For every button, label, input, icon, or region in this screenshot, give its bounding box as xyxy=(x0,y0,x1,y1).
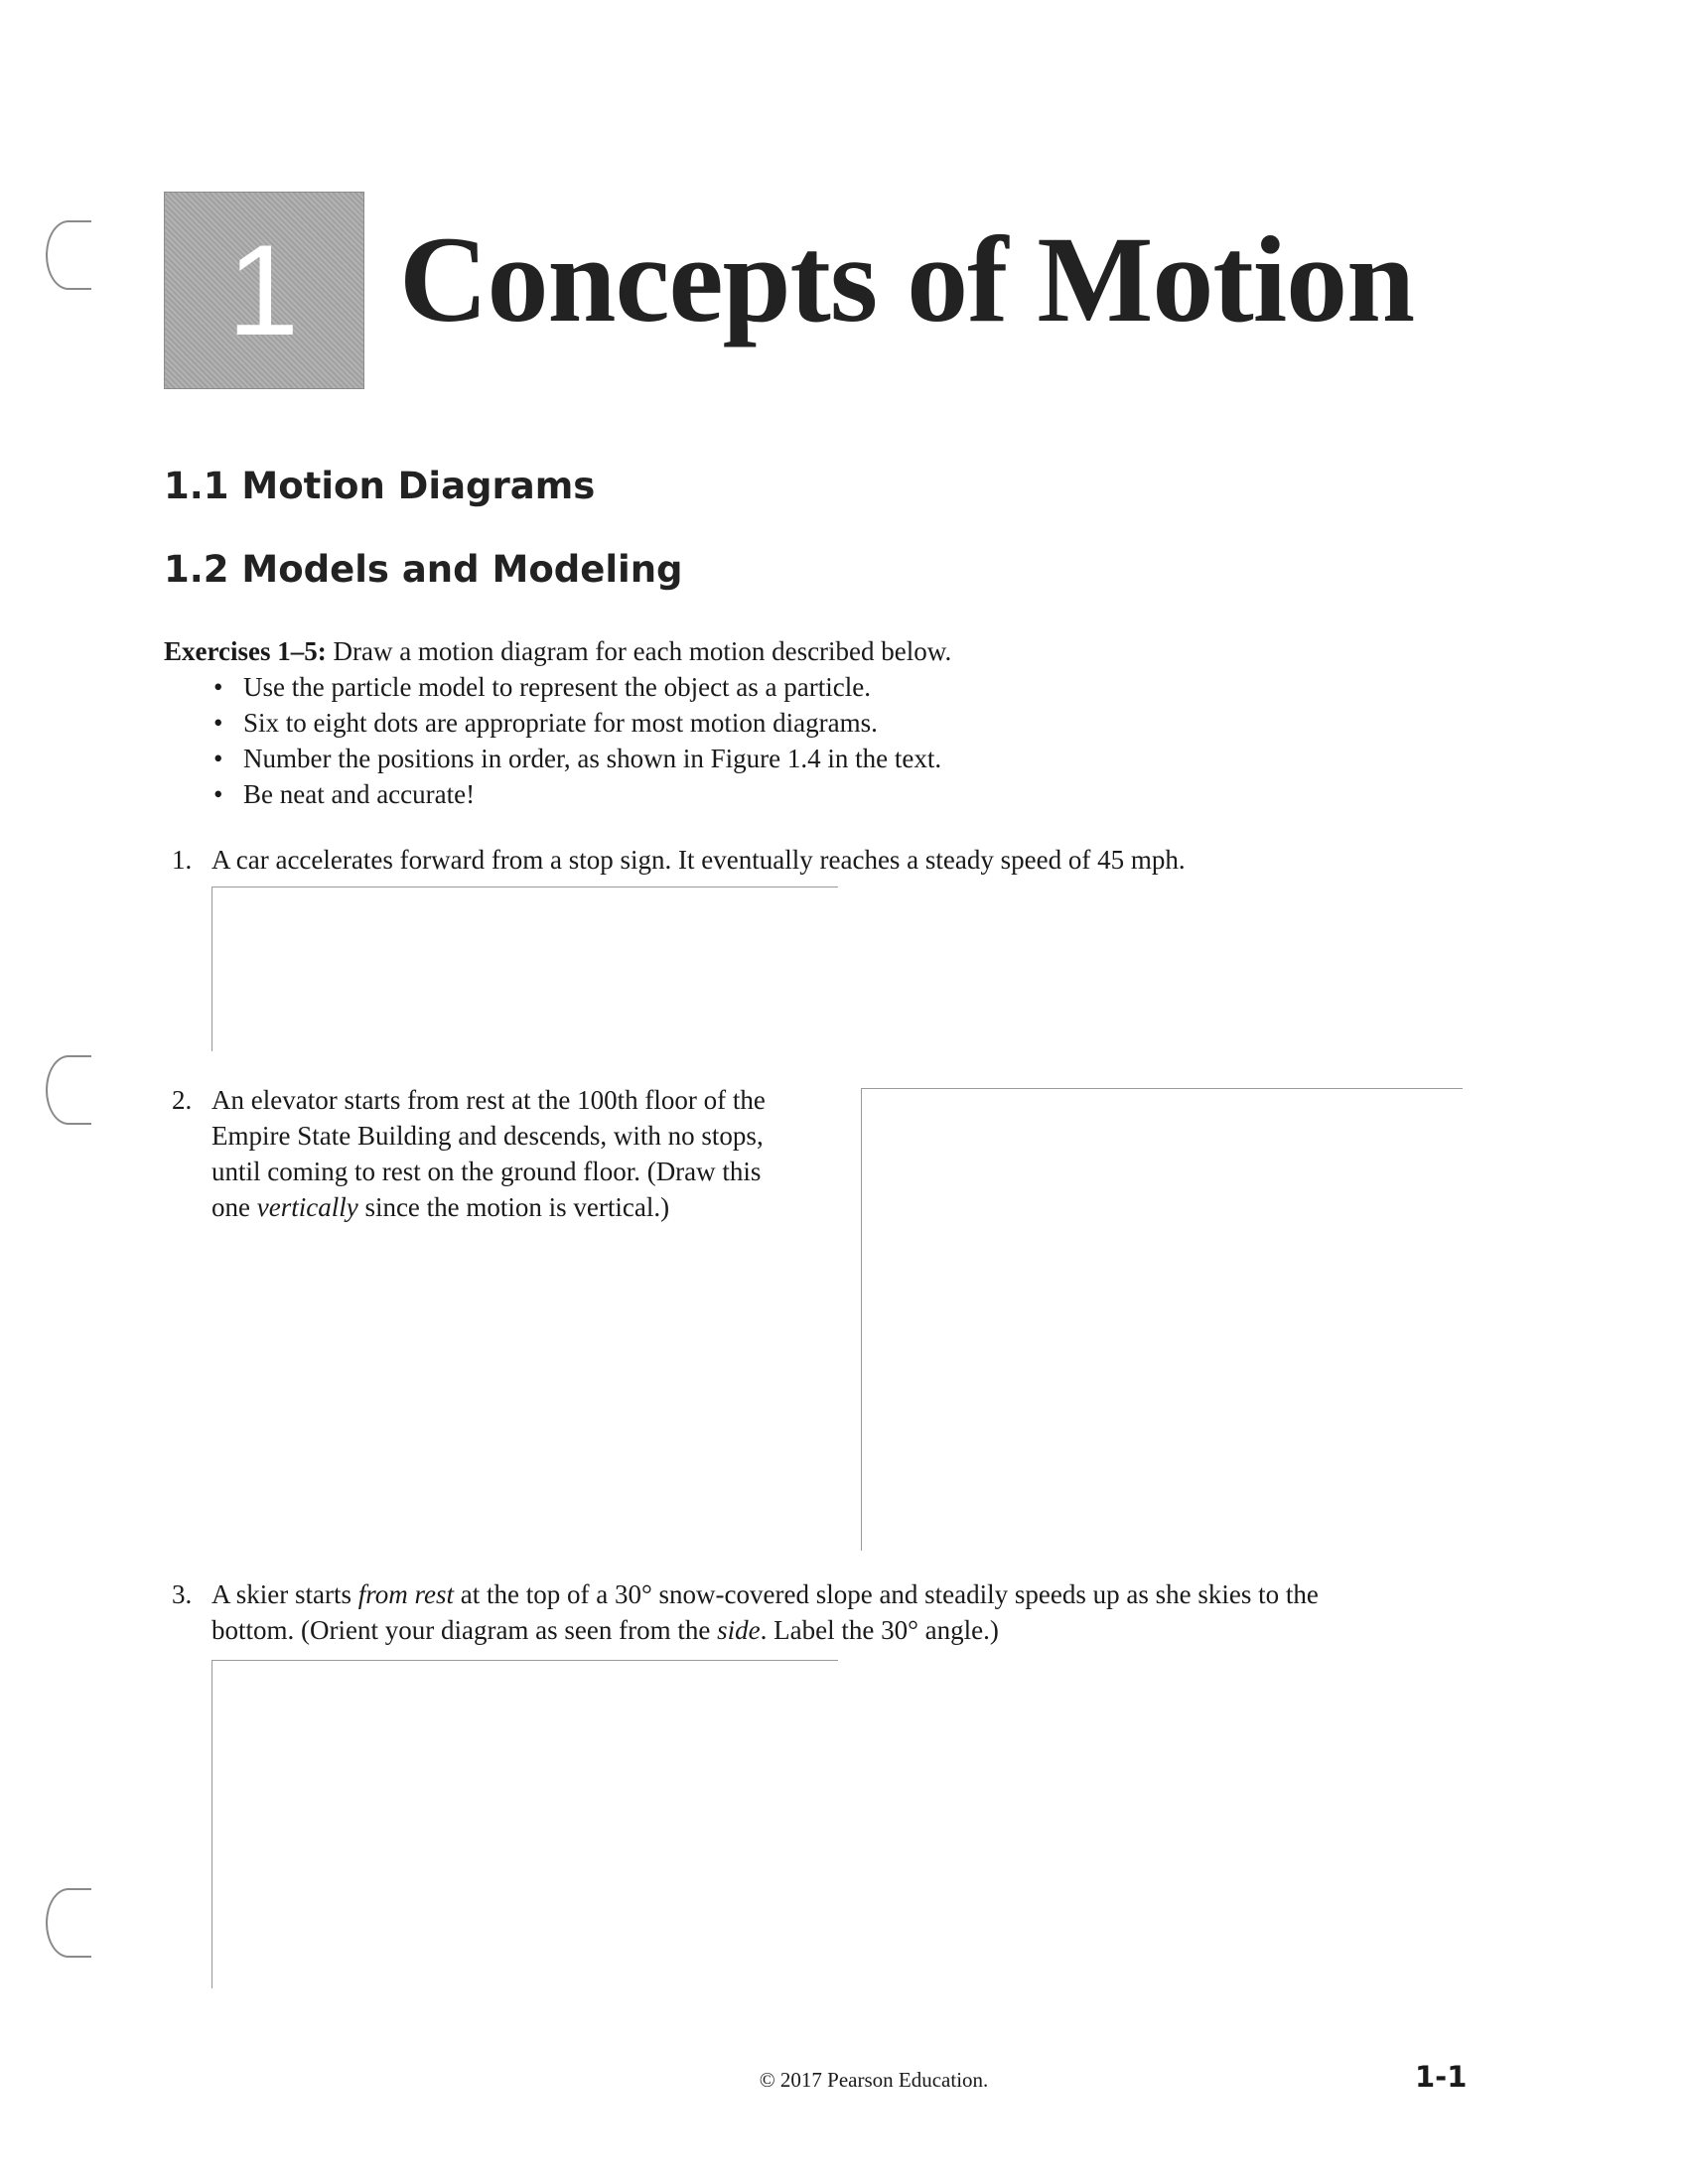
chapter-title: Concepts of Motion xyxy=(399,211,1415,347)
question-3-line: bottom. (Orient your diagram as seen from the side. Label the 30° angle.) xyxy=(211,1615,999,1645)
question-1-text: A car accelerates forward from a stop sign. It eventually reaches a steady speed of 45 mph. xyxy=(211,845,1186,875)
bullet-item: • Six to eight dots are appropriate for most motion diagrams. xyxy=(213,705,941,741)
question-2-line: Empire State Building and descends, with no stops, xyxy=(211,1121,764,1151)
copyright-notice: © 2017 Pearson Education. xyxy=(759,2068,989,2092)
emphasis-vertically: vertically xyxy=(256,1192,358,1222)
question-3-line: A skier starts from rest at the top of a 30° snow-covered slope and steadily speeds up as she skies to the xyxy=(211,1579,1319,1609)
question-3-number: 3. xyxy=(172,1579,193,1609)
exercise-range: Exercises 1–5: xyxy=(164,636,327,666)
bullet-item: • Be neat and accurate! xyxy=(213,776,941,812)
emphasis-from-rest: from rest xyxy=(357,1579,455,1609)
bullet-item: • Use the particle model to represent the object as a particle. xyxy=(213,669,941,705)
binder-hole-top xyxy=(46,220,91,290)
exercise-instructions xyxy=(164,633,951,669)
question-2-text xyxy=(211,1082,766,1225)
instruction-bullets xyxy=(213,669,941,812)
section-heading-1-1: 1.1 Motion Diagrams xyxy=(164,465,596,507)
question-3-text xyxy=(211,1576,1319,1648)
chapter-number: 1 xyxy=(226,216,300,362)
binder-hole-bottom xyxy=(46,1888,91,1958)
binder-hole-middle xyxy=(46,1055,91,1125)
bullet-item: • Number the positions in order, as shown in Figure 1.4 in the text. xyxy=(213,741,941,776)
question-2-number: 2. xyxy=(172,1085,193,1115)
question-2-line: until coming to rest on the ground floor. (Draw this xyxy=(211,1157,762,1186)
section-heading-1-2: 1.2 Models and Modeling xyxy=(164,548,683,591)
question-3-answer-area[interactable] xyxy=(211,1660,838,1988)
question-2-line: one vertically since the motion is vertical.) xyxy=(211,1192,670,1222)
question-1-number: 1. xyxy=(172,845,193,875)
question-2-answer-area[interactable] xyxy=(861,1088,1463,1551)
question-1-answer-area[interactable] xyxy=(211,887,838,1051)
instructions-text: Draw a motion diagram for each motion described below. xyxy=(326,636,952,666)
emphasis-side: side xyxy=(717,1615,761,1645)
question-2-line: An elevator starts from rest at the 100th floor of the xyxy=(211,1085,766,1115)
page-number: 1-1 xyxy=(1415,2060,1468,2094)
